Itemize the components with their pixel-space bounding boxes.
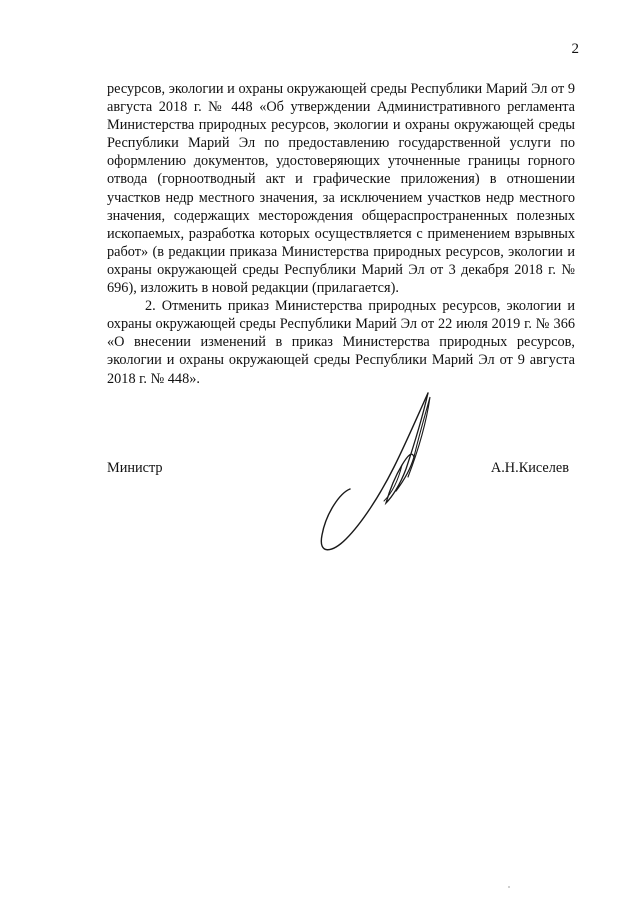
scan-speck	[508, 886, 510, 888]
document-body	[107, 80, 575, 388]
page-number: 2	[571, 41, 579, 57]
paragraph-item-2: 2. Отменить приказ Министерства природных ресурсов, экологии и охраны окружающей среды Республики Марий Эл от 22 июля 2019 г. № 366 «О внесении изменений в приказ Министерства природных ресурсов, экологии и охраны окружающей среды Республики Марий Эл от 9 августа 2018 г. № 448».	[107, 298, 575, 387]
handwritten-signature	[310, 385, 450, 570]
signatory-name: А.Н.Киселев	[490, 460, 569, 476]
signatory-title: Министр	[107, 460, 163, 476]
paragraph-continuation: ресурсов, экологии и охраны окружающей среды Республики Марий Эл от 9 августа 2018 г. № 448 «Об утверждении Административного регламента Министерства природных ресурсов, экологии и охраны окружающей среды Республики Марий Эл по предоставлению государственной услуги по оформлению документов, удостоверяющих уточненные границы горного отвода (горноотводный акт и графические приложения) в отношении участков недр местного значения, за исключением участков недр местного значения, содержащих месторождения общераспространенных полезных ископаемых, разработка которых осуществляется с применением взрывных работ» (в редакции приказа Министерства природных ресурсов, экологии и охраны окружающей среды Республики Марий Эл от 3 декабря 2018 г. № 696), изложить в новой редакции (прилагается).	[107, 81, 575, 297]
